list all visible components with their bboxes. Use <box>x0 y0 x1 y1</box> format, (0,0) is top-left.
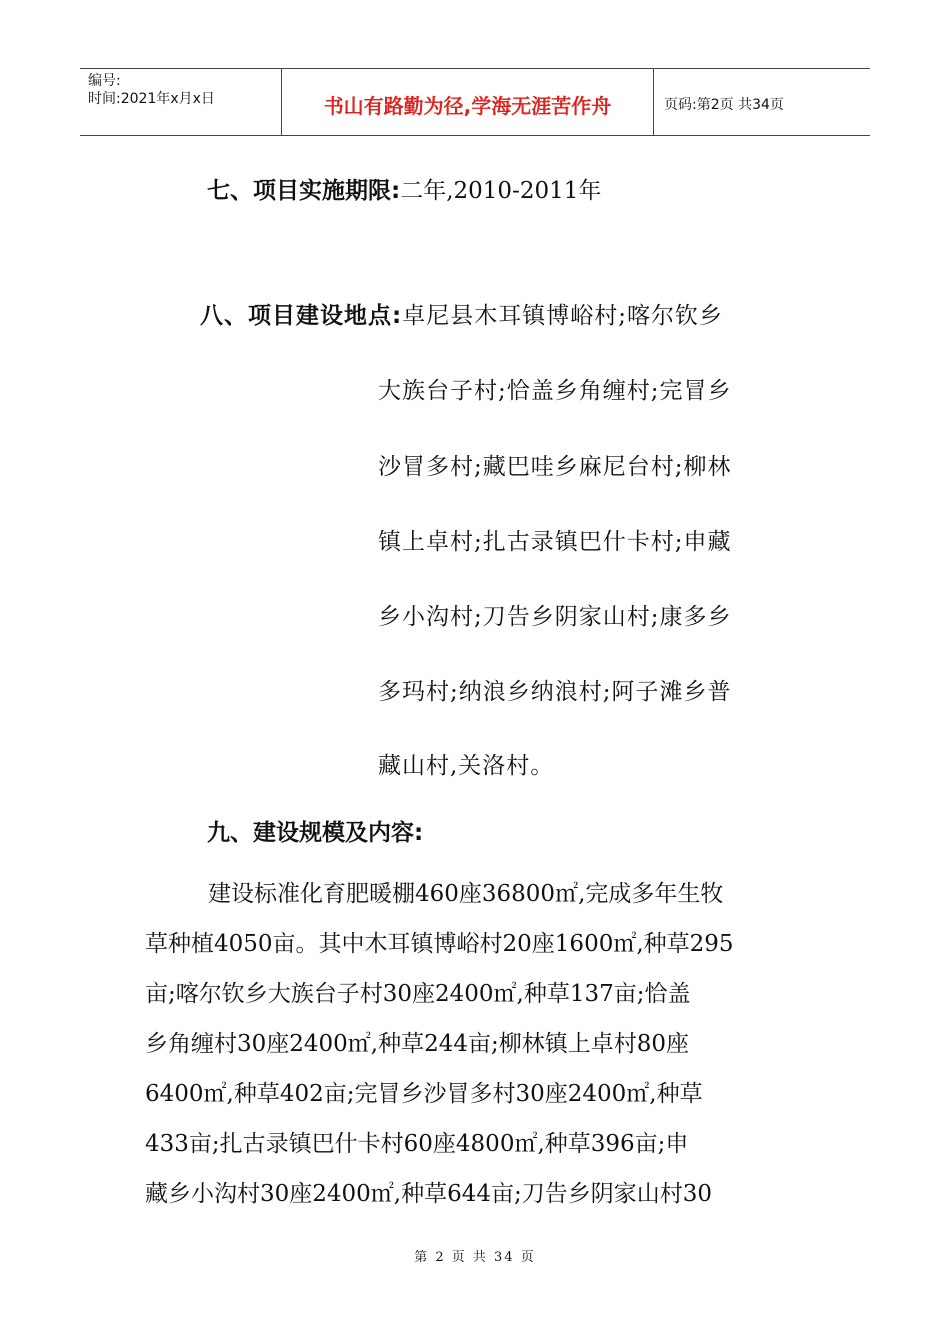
header-page-info: 页码:第2页 共34页 <box>664 97 784 113</box>
header-meta <box>80 69 282 135</box>
location-line-5: 乡小沟村;刀告乡阴家山村;康多乡 <box>378 604 732 630</box>
location-line-1: 卓尼县木耳镇博峪村;喀尔钦乡 <box>402 303 723 329</box>
header-motto: 书山有路勤为径,学海无涯苦作舟 <box>282 69 654 135</box>
location-line-7: 藏山村,关洛村。 <box>378 753 555 779</box>
section-7-text: 二年,2010-2011年 <box>400 178 602 204</box>
page-footer: 第 2 页 共 34 页 <box>414 1250 536 1265</box>
location-line-4: 镇上卓村;扎古录镇巴什卡村;申藏 <box>378 529 732 555</box>
section-7 <box>207 172 601 205</box>
location-line-6: 多玛村;纳浪乡纳浪村;阿子滩乡普 <box>378 679 732 705</box>
location-line-3: 沙冒多村;藏巴哇乡麻尼台村;柳林 <box>378 454 732 480</box>
section-7-heading: 七、项目实施期限: <box>207 178 401 204</box>
scale-line-7: 藏乡小沟村30座2400㎡,种草644亩;刀告乡阴家山村30 <box>145 1181 713 1207</box>
scale-line-5: 6400㎡,种草402亩;完冒乡沙冒多村30座2400㎡,种草 <box>145 1081 703 1107</box>
scale-line-6: 433亩;扎古录镇巴什卡村60座4800㎡,种草396亩;申 <box>145 1131 689 1157</box>
location-line-2: 大族台子村;恰盖乡角缠村;完冒乡 <box>378 378 732 404</box>
scale-line-1: 建设标准化育肥暖棚460座36800㎡,完成多年生牧 <box>208 881 724 907</box>
section-8-heading: 八、项目建设地点: <box>200 303 403 329</box>
scale-line-3: 亩;喀尔钦乡大族台子村30座2400㎡,种草137亩;恰盖 <box>145 981 691 1007</box>
scale-line-4: 乡角缠村30座2400㎡,种草244亩;柳林镇上卓村80座 <box>145 1031 690 1057</box>
document-header <box>80 68 870 136</box>
section-8-first-line <box>200 297 723 330</box>
section-9-heading: 九、建设规模及内容: <box>207 820 424 846</box>
time-label: 时间:2021年x月x日 <box>88 91 215 107</box>
scale-line-2: 草种植4050亩。其中木耳镇博峪村20座1600㎡,种草295 <box>145 931 734 957</box>
number-label: 编号: <box>88 73 121 89</box>
